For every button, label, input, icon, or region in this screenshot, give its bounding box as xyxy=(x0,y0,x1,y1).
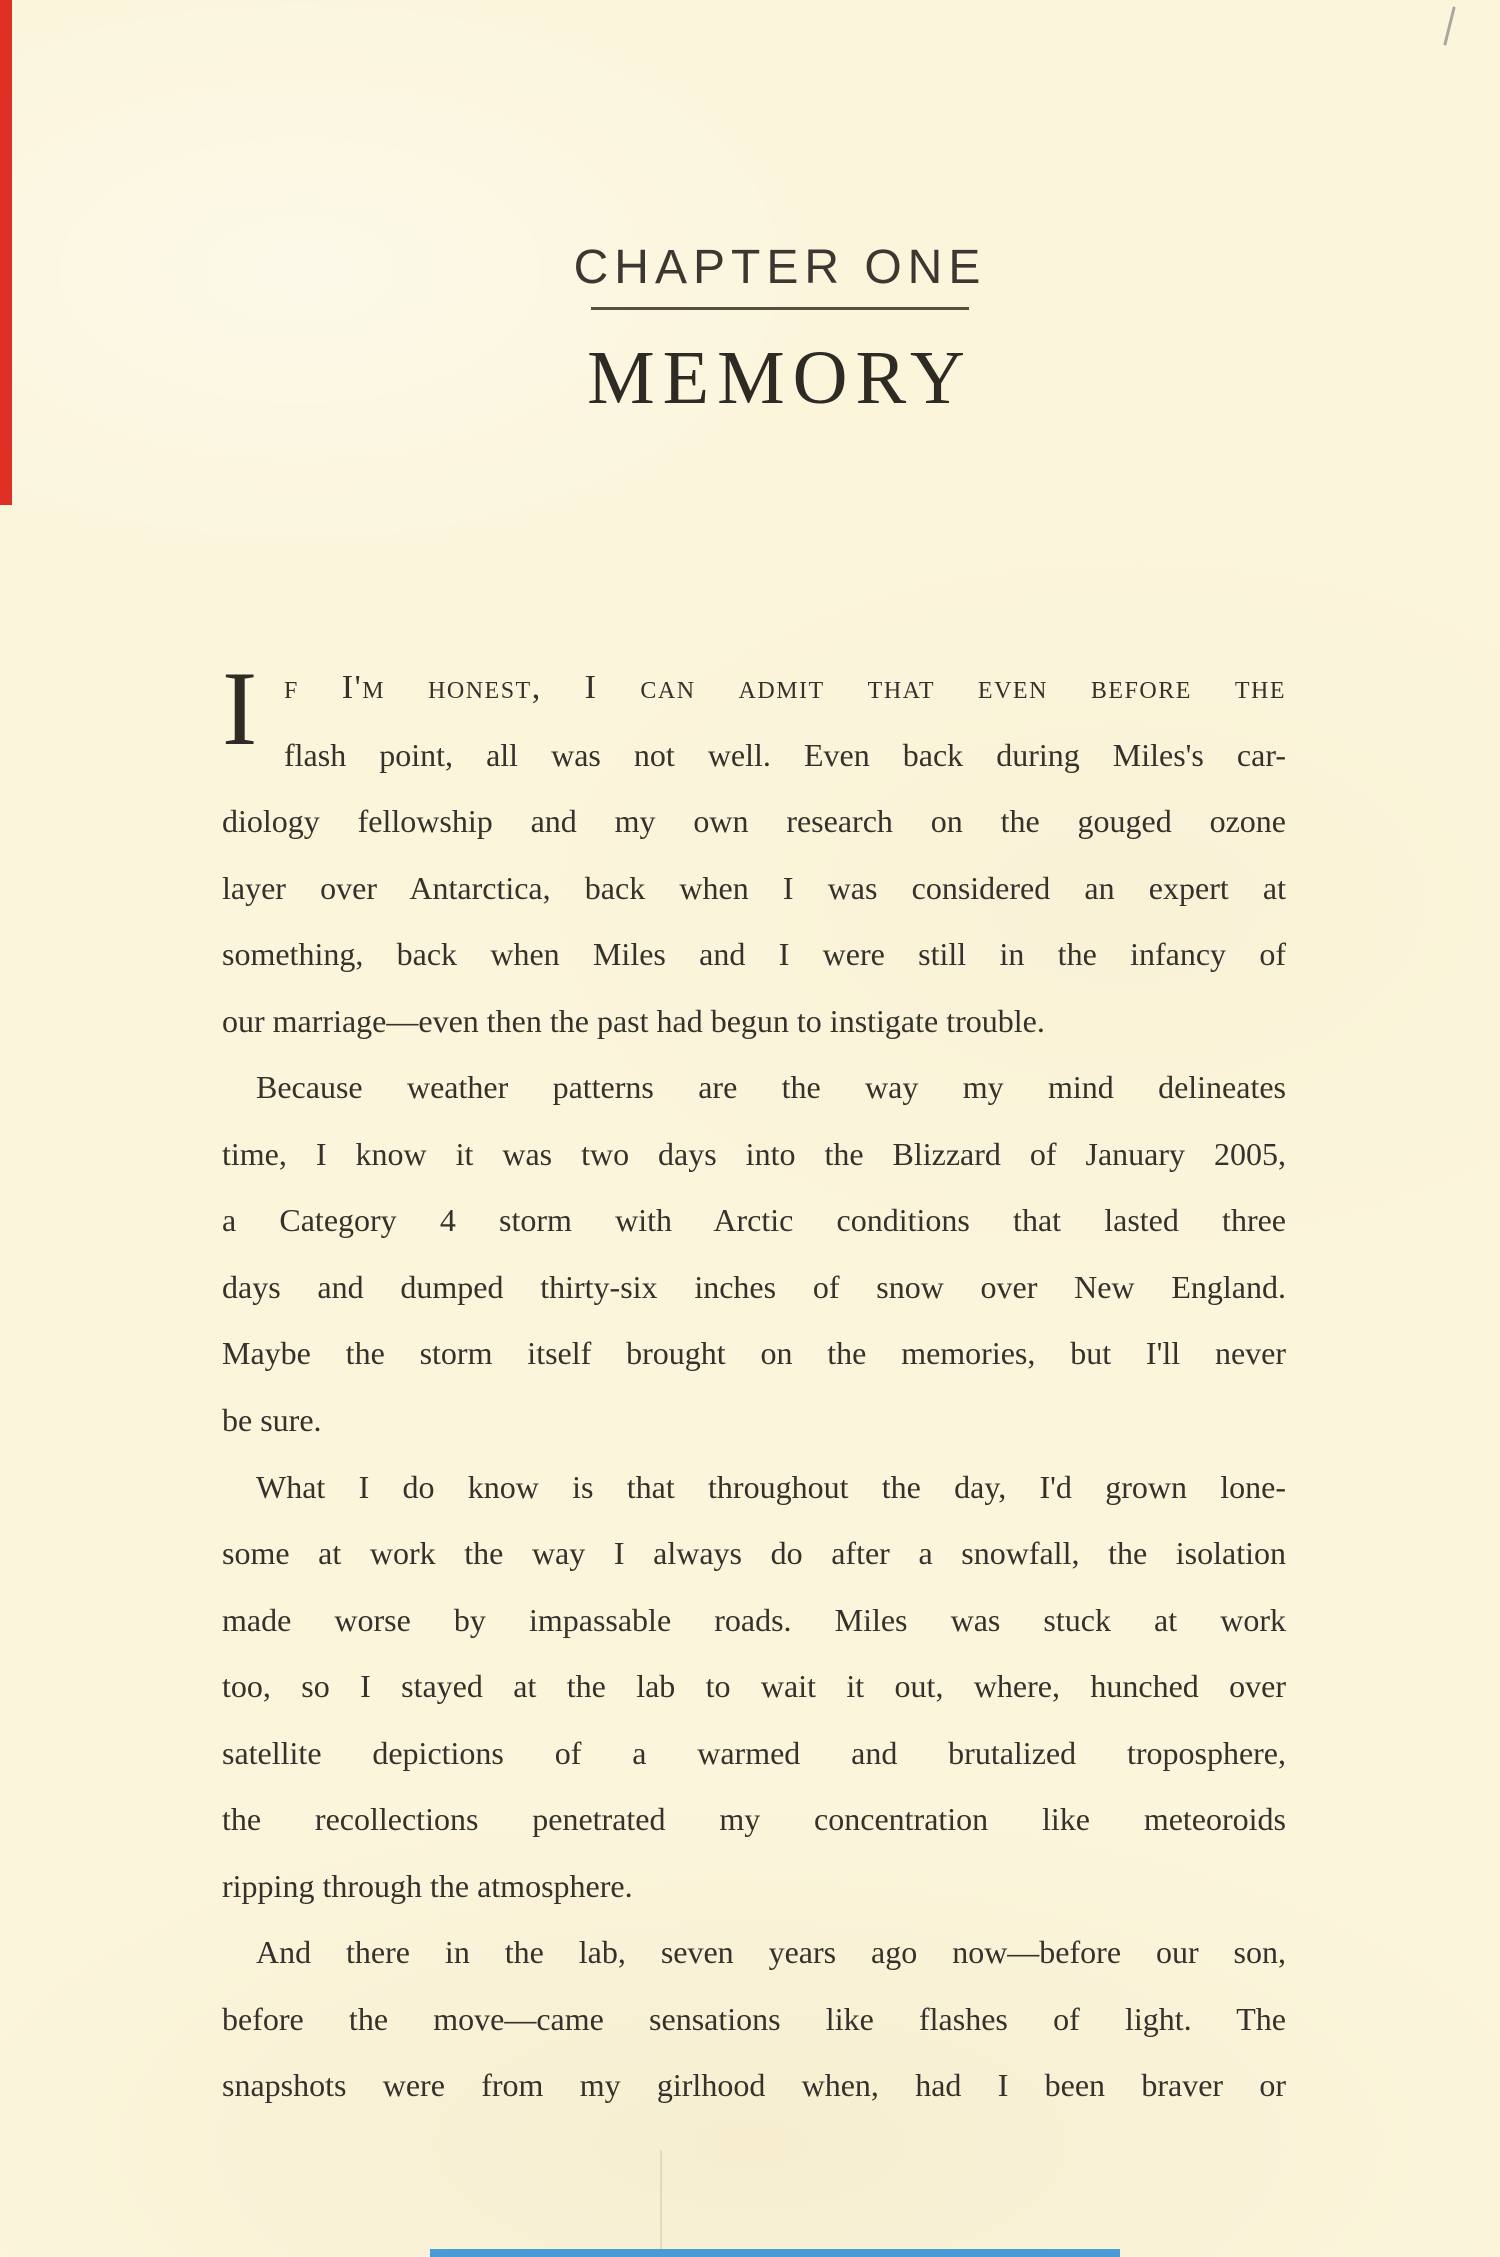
text-line: layer over Antarctica, back when I was considered an expert at xyxy=(222,869,1286,906)
chapter-rule xyxy=(591,307,969,310)
text-line: be sure. xyxy=(222,1402,322,1439)
text-line: before the move—came sensations like flashes of light. The xyxy=(222,2000,1286,2037)
text-line: Maybe the storm itself brought on the memories, but I'll never xyxy=(222,1335,1286,1372)
text-line: diology fellowship and my own research on the gouged ozone xyxy=(222,803,1286,840)
text-line: flash point, all was not well. Even back during Miles's car- xyxy=(284,736,1286,773)
paper-crease xyxy=(660,2150,662,2257)
scratch-mark xyxy=(1443,6,1456,46)
text-line: And there in the lab, seven years ago now—before our son, xyxy=(256,1934,1286,1971)
text-line: f I'm honest, I can admit that even before the xyxy=(284,669,1286,706)
chapter-label: CHAPTER ONE xyxy=(573,241,987,294)
text-line: too, so I stayed at the lab to wait it out, where, hunched over xyxy=(222,1668,1286,1705)
text-line: some at work the way I always do after a snowfall, the isolation xyxy=(222,1535,1286,1572)
text-line: a Category 4 storm with Arctic conditions that lasted three xyxy=(222,1202,1286,1239)
text-line: ripping through the atmosphere. xyxy=(222,1867,633,1904)
left-edge-stripe xyxy=(0,0,12,505)
text-line: the recollections penetrated my concentration like meteoroids xyxy=(222,1801,1286,1838)
text-line: something, back when Miles and I were still in the infancy of xyxy=(222,936,1286,973)
text-line: time, I know it was two days into the Blizzard of January 2005, xyxy=(222,1135,1286,1172)
body-text xyxy=(222,650,1286,2119)
text-line: What I do know is that throughout the day, I'd grown lone- xyxy=(256,1468,1286,1505)
text-line: Because weather patterns are the way my mind delineates xyxy=(256,1069,1286,1106)
text-line: our marriage—even then the past had begun to instigate trouble. xyxy=(222,1002,1045,1039)
text-line: satellite depictions of a warmed and brutalized troposphere, xyxy=(222,1734,1286,1771)
drop-cap: I xyxy=(222,650,258,767)
bottom-edge-stripe xyxy=(430,2249,1120,2257)
text-line: snapshots were from my girlhood when, had I been braver or xyxy=(222,2067,1286,2104)
text-line: made worse by impassable roads. Miles was stuck at work xyxy=(222,1601,1286,1638)
page-title: MEMORY xyxy=(587,336,973,420)
text-line: days and dumped thirty-six inches of snow over New England. xyxy=(222,1268,1286,1305)
